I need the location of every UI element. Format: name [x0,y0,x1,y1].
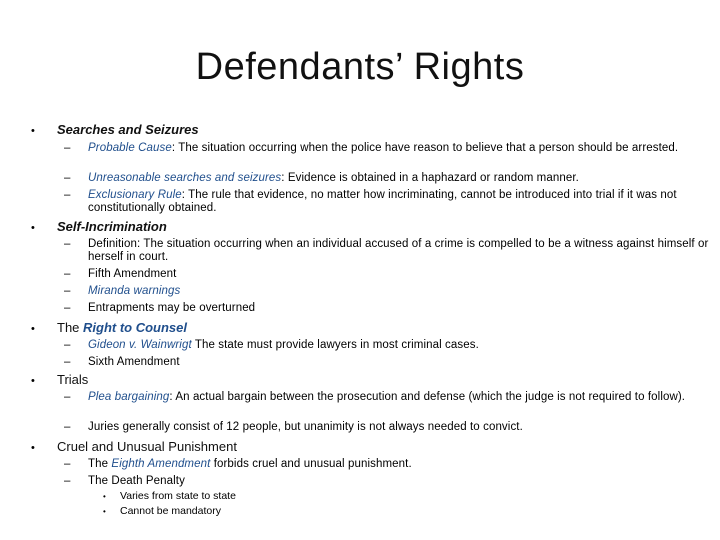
heading-trials: Trials [57,372,89,387]
item-text: Entrapments may be overturned [88,302,256,314]
item-text: : Evidence is obtained in a haphazard or random manner. [281,172,579,184]
list-item [64,172,714,185]
dash-marker: – [64,142,71,154]
bullet-point: • [103,507,106,516]
sub-list-item [103,505,221,518]
list-item [64,475,714,488]
list-item [64,238,714,263]
item-text: Fifth Amendment [88,268,177,280]
item-text: The Death Penalty [88,475,185,487]
heading-searches-and-seizures: Searches and Seizures [57,122,199,137]
dash-marker: – [64,356,71,368]
item-prefix: The [88,458,112,470]
list-item [64,268,714,281]
item-text: Sixth Amendment [88,356,180,368]
sub-list-item [103,490,236,503]
item-text: : The rule that evidence, no matter how incriminating, cannot be introduced into trial if it was not constitutionally obtained. [88,189,677,214]
list-item [64,339,714,352]
list-item [64,285,714,298]
bullet-point: • [31,375,35,387]
bullet-point: • [31,125,35,137]
bullet-point: • [31,442,35,454]
list-item [64,421,714,434]
dash-marker: – [64,172,71,184]
term-miranda-warnings: Miranda warnings [88,285,181,297]
dash-marker: – [64,268,71,280]
slide-title: Defendants’ Rights [195,46,525,88]
list-item [64,142,714,155]
dash-marker: – [64,421,71,433]
bullet-point: • [31,222,35,234]
list-item [64,391,714,404]
dash-marker: – [64,391,71,403]
term-unreasonable-searches: Unreasonable searches and seizures [88,172,282,184]
heading-right-to-counsel [57,320,187,336]
dash-marker: – [64,189,71,201]
term-eighth-amendment: Eighth Amendment [111,458,211,470]
item-text: Juries generally consist of 12 people, but unanimity is not always needed to convict. [88,421,523,433]
dash-marker: – [64,475,71,487]
dash-marker: – [64,339,71,351]
item-text: The state must provide lawyers in most criminal cases. [191,339,479,351]
bullet-point: • [103,492,106,501]
dash-marker: – [64,302,71,314]
heading-cruel-and-unusual-punishment: Cruel and Unusual Punishment [57,439,237,454]
sub-item-text: Varies from state to state [120,490,236,502]
list-item [64,302,714,315]
list-item [64,458,714,471]
item-text: forbids cruel and unusual punishment. [210,458,412,470]
item-text: Definition: The situation occurring when an individual accused of a crime is compelled to be a witness against himself or herself in court. [88,238,709,263]
dash-marker: – [64,458,71,470]
term-gideon-v-wainwright: Gideon v. Wainwrigt [88,339,192,351]
dash-marker: – [64,285,71,297]
term-plea-bargaining: Plea bargaining [88,391,170,403]
term-probable-cause: Probable Cause [88,142,172,154]
sub-item-text: Cannot be mandatory [120,505,221,517]
heading-self-incrimination: Self-Incrimination [57,219,167,234]
item-text: : An actual bargain between the prosecution and defense (which the judge is not required to follow). [169,391,686,403]
list-item [64,189,714,214]
term-right-to-counsel: Right to Counsel [83,320,188,335]
heading-prefix: The [57,320,84,335]
dash-marker: – [64,238,71,250]
item-text: : The situation occurring when the police have reason to believe that a person should be arrested. [171,142,679,154]
bullet-point: • [31,323,35,335]
term-exclusionary-rule: Exclusionary Rule [88,189,182,201]
list-item [64,356,714,369]
